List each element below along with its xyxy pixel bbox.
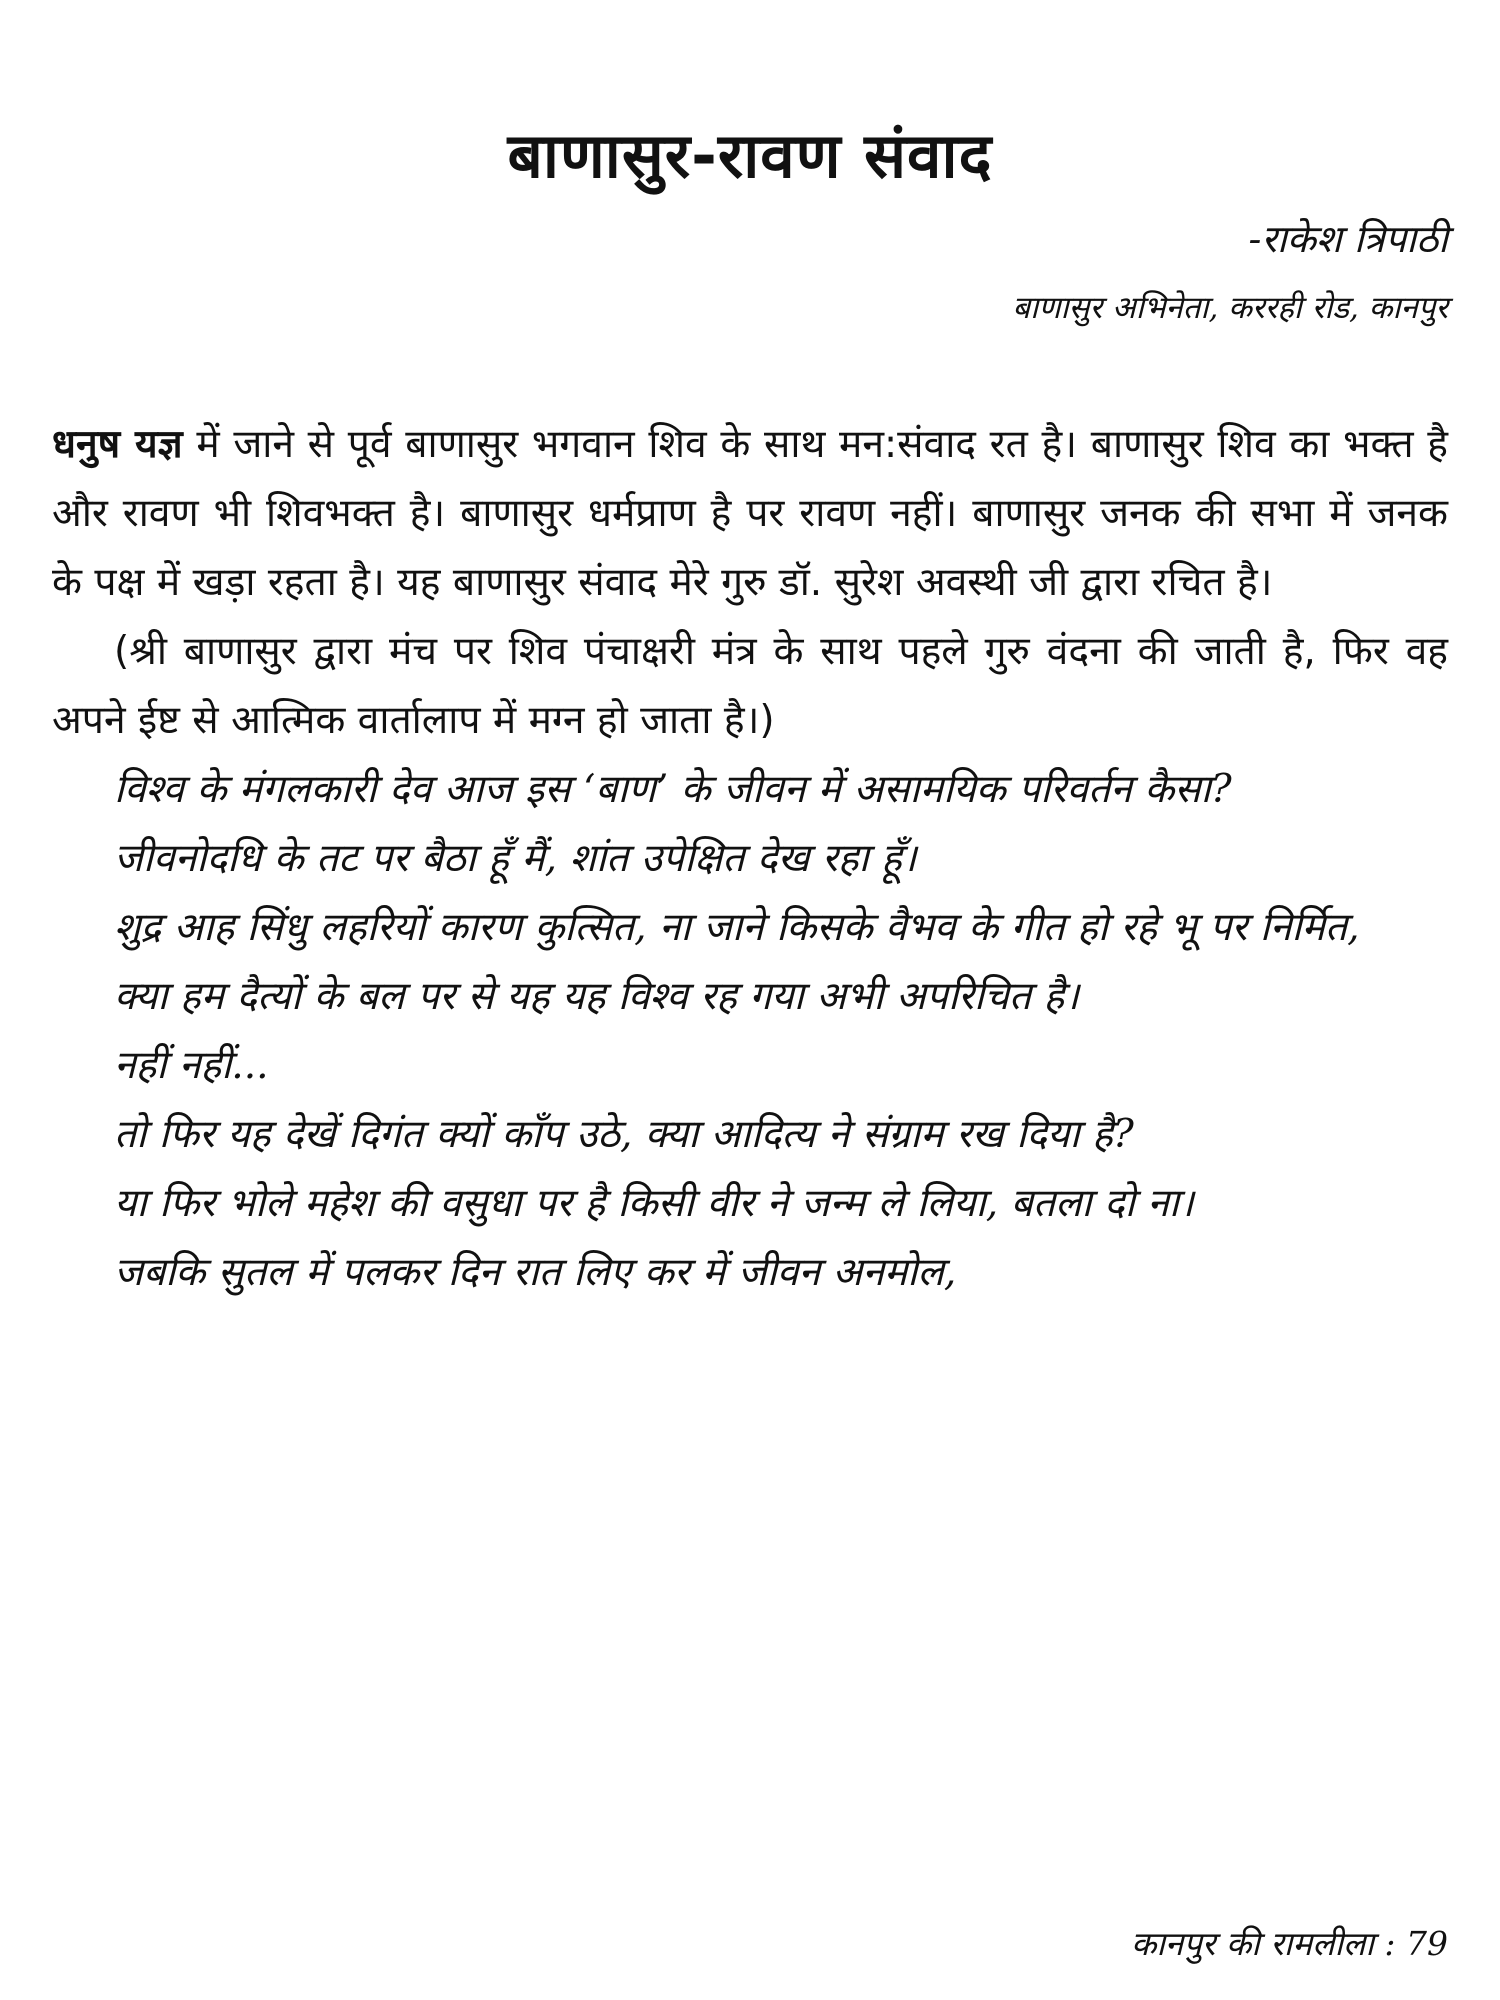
verse-line: विश्व के मंगलकारी देव आज इस ‘बाण’ के जीवन में असामयिक परिवर्तन कैसा?	[114, 767, 1232, 812]
verse-line: नहीं नहीं...	[114, 1043, 269, 1088]
verse-line: शुद्र आह सिंधु लहरियों कारण कुत्सित, ना जाने किसके वैभव के गीत हो रहे भू पर निर्मित,	[114, 905, 1360, 950]
page-footer: कानपुर की रामलीला : 79	[1130, 1924, 1448, 1963]
document-title: बाणासुर-रावण संवाद	[507, 119, 993, 192]
intro-paragraph	[52, 410, 1448, 617]
intro-text: में जाने से पूर्व बाणासुर भगवान शिव के साथ मन:संवाद रत है। बाणासुर शिव का भक्त है और रावण भी शिवभक्त है। बाणासुर धर्मप्राण है पर रावण नहीं। बाणासुर जनक की सभा में जनक के पक्ष में खड़ा रहता है। यह बाणासुर संवाद मेरे गुरु डॉ. सुरेश अवस्थी जी द्वारा रचित है।	[52, 422, 1449, 605]
body-text	[52, 410, 1448, 1307]
verse-line: क्या हम दैत्यों के बल पर से यह यह विश्व रह गया अभी अपरिचित है।	[114, 974, 1079, 1019]
stage-direction: (श्री बाणासुर द्वारा मंच पर शिव पंचाक्षरी मंत्र के साथ पहले गुरु वंदना की जाती है, फिर वह अपने ईष्ट से आत्मिक वार्तालाप में मग्न हो जाता है।)	[52, 629, 1448, 743]
verse-line: जीवनोदधि के तट पर बैठा हूँ मैं, शांत उपेक्षित देख रहा हूँ।	[114, 836, 917, 881]
verse-line: जबकि सुतल में पलकर दिन रात लिए कर में जीवन अनमोल,	[114, 1250, 957, 1295]
author-role: बाणासुर अभिनेता, कररही रोड, कानपुर	[1012, 290, 1448, 326]
verse-line: तो फिर यह देखें दिगंत क्यों काँप उठे, क्या आदित्य ने संग्राम रख दिया है?	[114, 1112, 1134, 1157]
intro-lead: धनुष यज्ञ	[52, 422, 183, 467]
author-name: -राकेश त्रिपाठी	[1248, 217, 1448, 261]
verse-line: या फिर भोले महेश की वसुधा पर है किसी वीर ने जन्म ले लिया, बतला दो ना।	[114, 1181, 1194, 1226]
